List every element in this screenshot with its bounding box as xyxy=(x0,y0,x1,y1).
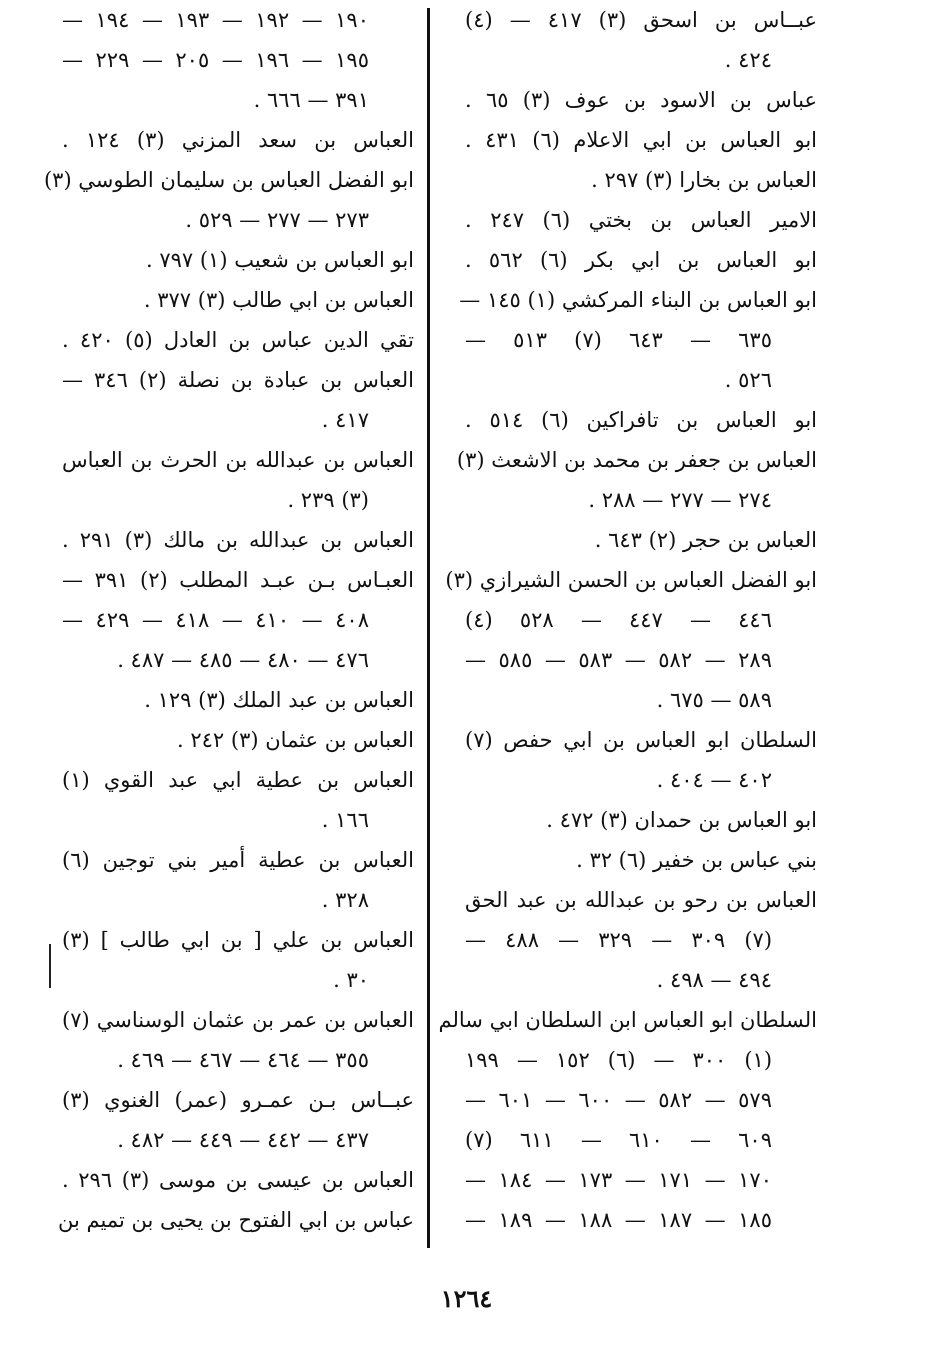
index-entry-line: ابو العباس بن شعيب (١) ٧٩٧ . xyxy=(145,248,414,272)
index-entry-line: السلطان ابو العباس ابن السلطان ابي سالم xyxy=(438,1008,817,1032)
index-entry-line: ٤٧٦ — ٤٨٠ — ٤٨٥ — ٤٨٧ . xyxy=(117,648,369,672)
index-entry-line: السلطان ابو العباس بن ابي حفص (٧) xyxy=(465,728,817,752)
index-entry-line: ٥٧٩ — ٥٨٢ — ٦٠٠ — ٦٠١ — xyxy=(465,1088,772,1112)
index-entry-line: ٥٨٩ — ٦٧٥ . xyxy=(656,688,772,712)
index-entry-line: العبـاس بـن عبـد المطلب (٢) ٣٩١ — xyxy=(62,568,414,592)
index-entry-line: عباس بن الاسود بن عوف (٣) ٦٥ . xyxy=(465,88,817,112)
index-entry-line: العباس بن جعفر بن محمد بن الاشعث (٣) xyxy=(456,448,817,472)
index-entry-line: العباس بن ابي طالب (٣) ٣٧٧ . xyxy=(143,288,414,312)
index-entry-line: ابو الفضل العباس بن الحسن الشيرازي (٣) xyxy=(445,568,817,592)
index-entry-line: العباس بن رحو بن عبدالله بن عبد الحق xyxy=(465,888,817,912)
index-entry-line: عبــاس بـن عمـرو (عمر) الغنوي (٣) xyxy=(62,1088,414,1112)
index-entry-line: العباس بن عيسى بن موسى (٣) ٢٩٦ . xyxy=(62,1168,414,1192)
index-entry-line: ٤٠٨ — ٤١٠ — ٤١٨ — ٤٢٩ — xyxy=(62,608,369,632)
index-entry-line: ١٩٥ — ١٩٦ — ٢٠٥ — ٢٢٩ — xyxy=(62,48,369,72)
index-entry-line: ٣٢٨ . xyxy=(321,888,369,912)
index-entry-line: ١٩٠ — ١٩٢ — ١٩٣ — ١٩٤ — xyxy=(62,8,369,32)
index-entry-line: ٤٠٢ — ٤٠٤ . xyxy=(656,768,772,792)
index-entry-line: ابو الفضل العباس بن سليمان الطوسي (٣) xyxy=(43,168,414,192)
index-entry-line: ٥٢٦ . xyxy=(724,368,772,392)
index-entry-line: ٤٣٧ — ٤٤٢ — ٤٤٩ — ٤٨٢ . xyxy=(117,1128,369,1152)
index-entry-line: (١) ٣٠٠ — (٦) ١٥٢ — ١٩٩ xyxy=(465,1048,773,1072)
index-entry-line: عبــاس بن اسحق (٣) ٤١٧ — (٤) xyxy=(465,8,817,32)
index-entry-line: العباس بن سعد المزني (٣) ١٢٤ . xyxy=(62,128,414,152)
index-entry-line: ٤١٧ . xyxy=(321,408,369,432)
index-entry-line: ٢٧٤ — ٢٧٧ — ٢٨٨ . xyxy=(588,488,772,512)
index-entry-line: ١٦٦ . xyxy=(321,808,369,832)
index-entry-line: العباس بن عثمان (٣) ٢٤٢ . xyxy=(177,728,414,752)
index-entry-line: ٢٧٣ — ٢٧٧ — ٥٢٩ . xyxy=(185,208,369,232)
index-entry-line: ٣٩١ — ٦٦٦ . xyxy=(253,88,369,112)
margin-mark xyxy=(49,944,51,988)
index-entry-line: ٢٨٩ — ٥٨٢ — ٥٨٣ — ٥٨٥ — xyxy=(465,648,772,672)
index-entry-line: العباس بن عطية ابي عبد القوي (١) xyxy=(62,768,414,792)
index-entry-line: تقي الدين عباس بن العادل (٥) ٤٢٠ . xyxy=(62,328,415,352)
index-entry-line: العباس بن عطية أمير بني توجين (٦) xyxy=(62,848,414,872)
column-divider xyxy=(427,8,430,1248)
index-entry-line: عباس بن ابي الفتوح بن يحيى بن تميم بن xyxy=(58,1208,414,1232)
page-number: ١٢٦٤ xyxy=(440,1284,493,1313)
index-entry-line: ٤٩٤ — ٤٩٨ . xyxy=(656,968,772,992)
index-entry-line: ٣٥٥ — ٤٦٤ — ٤٦٧ — ٤٦٩ . xyxy=(117,1048,369,1072)
index-entry-line: العباس بن عمر بن عثمان الوسناسي (٧) xyxy=(62,1008,414,1032)
index-entry-line: ١٨٥ — ١٨٧ — ١٨٨ — ١٨٩ — xyxy=(465,1208,772,1232)
index-entry-line: ابو العباس بن ابي بكر (٦) ٥٦٢ . xyxy=(465,248,817,272)
index-column-left xyxy=(43,0,415,1240)
index-entry-line: العباس بن عبدالله بن الحرث بن العباس xyxy=(62,448,414,472)
index-entry-line: ابو العباس بن تافراكين (٦) ٥١٤ . xyxy=(465,408,818,432)
index-column-right xyxy=(438,0,818,1240)
index-entry-line: العباس بن علي [ بن ابي طالب ] (٣) xyxy=(62,928,414,952)
index-entry-line: ابو العباس بن حمدان (٣) ٤٧٢ . xyxy=(546,808,817,832)
index-entry-line: ٦٣٥ — ٦٤٣ (٧) ٥١٣ — xyxy=(465,328,772,352)
index-entry-line: ابو العباس بن البناء المركشي (١) ١٤٥ — xyxy=(459,288,817,312)
index-entry-line: ٤٢٤ . xyxy=(724,48,772,72)
index-entry-line: ٦٠٩ — ٦١٠ — ٦١١ (٧) xyxy=(465,1128,772,1152)
index-entry-line: (٣) ٢٣٩ . xyxy=(287,488,369,512)
index-entry-line: ابو العباس بن ابي الاعلام (٦) ٤٣١ . xyxy=(465,128,817,152)
index-entry-line: العباس بن عبادة بن نصلة (٢) ٣٤٦ — xyxy=(62,368,414,392)
index-entry-line: العباس بن بخارا (٣) ٢٩٧ . xyxy=(591,168,817,192)
index-entry-line: العباس بن عبدالله بن مالك (٣) ٢٩١ . xyxy=(62,528,415,552)
index-entry-line: (٧) ٣٠٩ — ٣٢٩ — ٤٨٨ — xyxy=(465,928,773,952)
index-entry-line: الامير العباس بن بختي (٦) ٢٤٧ . xyxy=(465,208,818,232)
index-entry-line: ١٧٠ — ١٧١ — ١٧٣ — ١٨٤ — xyxy=(465,1168,772,1192)
index-entry-line: ٤٤٦ — ٤٤٧ — ٥٢٨ (٤) xyxy=(465,608,772,632)
index-entry-line: العباس بن عبد الملك (٣) ١٢٩ . xyxy=(144,688,414,712)
index-entry-line: ٣٠ . xyxy=(333,968,369,992)
index-entry-line: بني عباس بن خفير (٦) ٣٢ . xyxy=(576,848,817,872)
index-entry-line: العباس بن حجر (٢) ٦٤٣ . xyxy=(594,528,817,552)
